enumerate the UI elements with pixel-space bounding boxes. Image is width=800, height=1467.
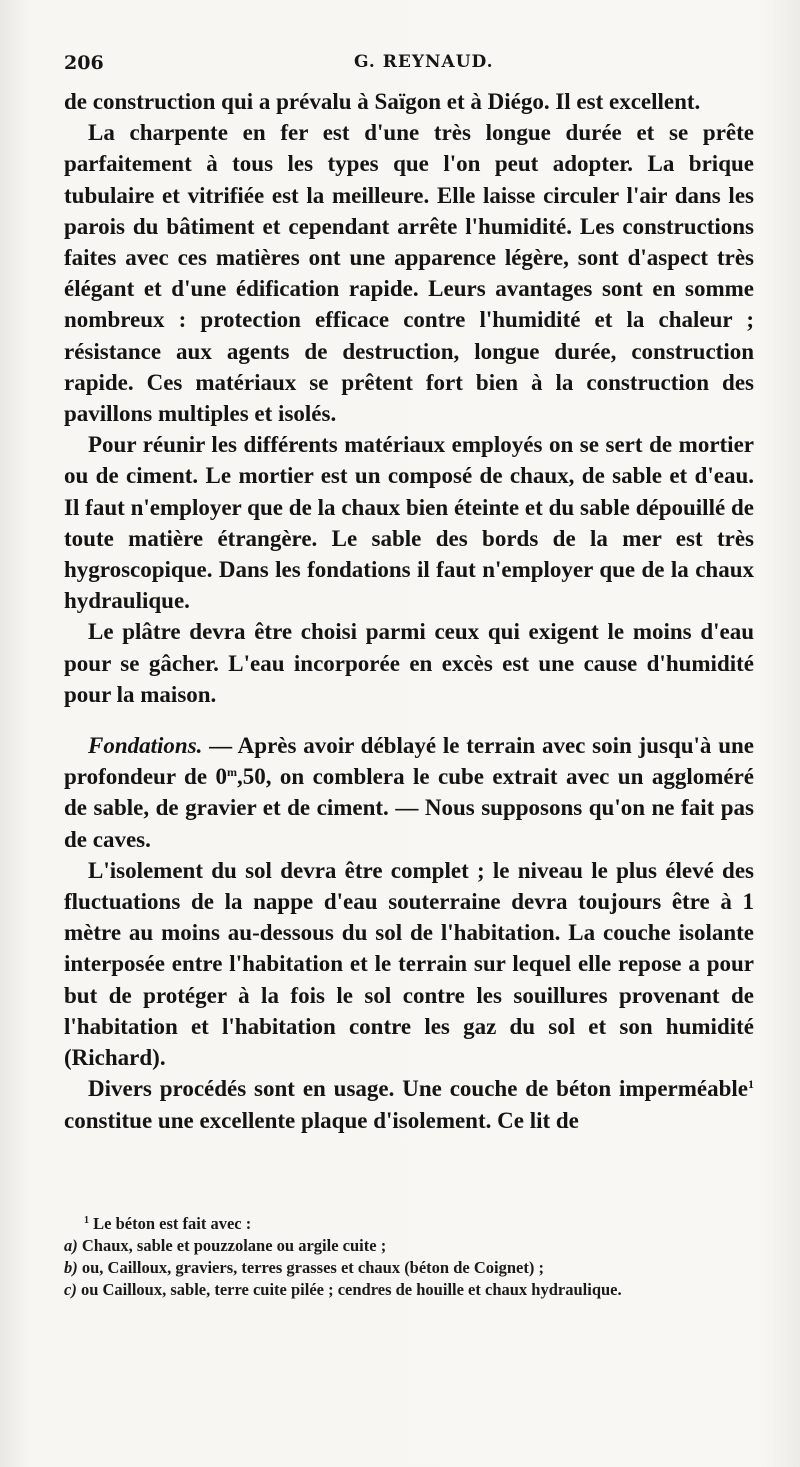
footnote-item-c bbox=[64, 1279, 754, 1301]
footnote-item-b bbox=[64, 1257, 754, 1279]
footnote-item-a bbox=[64, 1235, 754, 1257]
paragraph-3: Pour réunir les différents matériaux employés on se sert de mortier ou de ciment. Le mortier est un composé de chaux, de sable et d'eau. Il faut n'employer que de la chaux bien éteinte et du sable dépouillé de toute matière étrangère. Le sable des bords de la mer est très hygroscopique. Dans les fondations il faut n'employer que de la chaux hydraulique. bbox=[64, 432, 754, 614]
footnote-item-label: c) bbox=[64, 1280, 77, 1299]
paragraph-7 bbox=[64, 1073, 754, 1135]
footnote-item-text: ou, Cailloux, graviers, terres grasses et chaux (béton de Coignet) ; bbox=[77, 1258, 544, 1277]
section-gap bbox=[64, 710, 754, 730]
paragraph-7-text-b: constitue une excellente plaque d'isolement. Ce lit de bbox=[64, 1107, 579, 1133]
footnote-intro-text: Le béton est fait avec : bbox=[89, 1214, 252, 1233]
footnote-intro bbox=[64, 1213, 754, 1235]
paragraph-fondations-text-a: — Après avoir déblayé le terrain avec soin jusqu'à une profondeur de 0 bbox=[64, 733, 754, 790]
paragraph-fondations bbox=[64, 730, 754, 855]
paragraph-6: L'isolement du sol devra être complet ; le niveau le plus élevé des fluctuations de la nappe d'eau souterraine devra toujours être à 1 mètre au moins au-dessous du sol de l'habitation. La couche isolante interposée entre l'habitation et le terrain sur lequel elle repose a pour but de protéger à la fois le sol contre les souillures provenant de l'habitation et l'habitation contre les gaz du sol et son humidité (Richard). bbox=[64, 857, 754, 1071]
footnote-item-label: a) bbox=[64, 1236, 78, 1255]
footnote-item-label: b) bbox=[64, 1258, 78, 1277]
paragraph-fondations-text-b: ,50, on comblera le cube extrait avec un aggloméré de sable, de gravier et de ciment. — Nous supposons qu'on ne fait pas de caves. bbox=[64, 764, 754, 852]
paragraph-2: La charpente en fer est d'une très longue durée et se prête parfaitement à tous les types que l'on peut adopter. La brique tubulaire et vitrifiée est la meilleure. Elle laisse circuler l'air dans les parois du bâtiment et cependant arrête l'humidité. Les constructions faites avec ces matières ont une apparence légère, sont d'aspect très élégant et d'une édification rapide. Leurs avantages sont en somme nombreux : protection efficace contre l'humidité et la chaleur ; résistance aux agents de destruction, longue durée, construction rapide. Ces matériaux se prêtent fort bien à la construction des pavillons multiples et isolés. bbox=[64, 120, 754, 427]
running-head: G. REYNAUD. bbox=[354, 52, 494, 72]
footnote-item-text: ou Cailloux, sable, terre cuite pilée ; cendres de houille et chaux hydraulique. bbox=[76, 1280, 622, 1299]
footnotes bbox=[64, 1213, 754, 1301]
footnote-item-text: Chaux, sable et pouzzolane ou argile cuite ; bbox=[77, 1236, 387, 1255]
paragraph-7-text-a: Divers procédés sont en usage. Une couche de béton imperméable bbox=[88, 1076, 748, 1102]
section-title-fondations: Fondations. bbox=[88, 733, 203, 759]
page-header bbox=[64, 52, 754, 80]
paragraph-4: Le plâtre devra être choisi parmi ceux qui exigent le moins d'eau pour se gâcher. L'eau incorporée en excès est une cause d'humidité pour la maison. bbox=[64, 619, 754, 707]
page-number: 206 bbox=[64, 52, 104, 74]
paragraph-1: de construction qui a prévalu à Saïgon et à Diégo. Il est excellent. bbox=[64, 89, 701, 114]
footnote-marker: 1 bbox=[84, 1215, 89, 1226]
body-text bbox=[64, 86, 754, 1136]
unit-superscript: m bbox=[226, 765, 237, 780]
footnote-reference: 1 bbox=[748, 1077, 754, 1092]
